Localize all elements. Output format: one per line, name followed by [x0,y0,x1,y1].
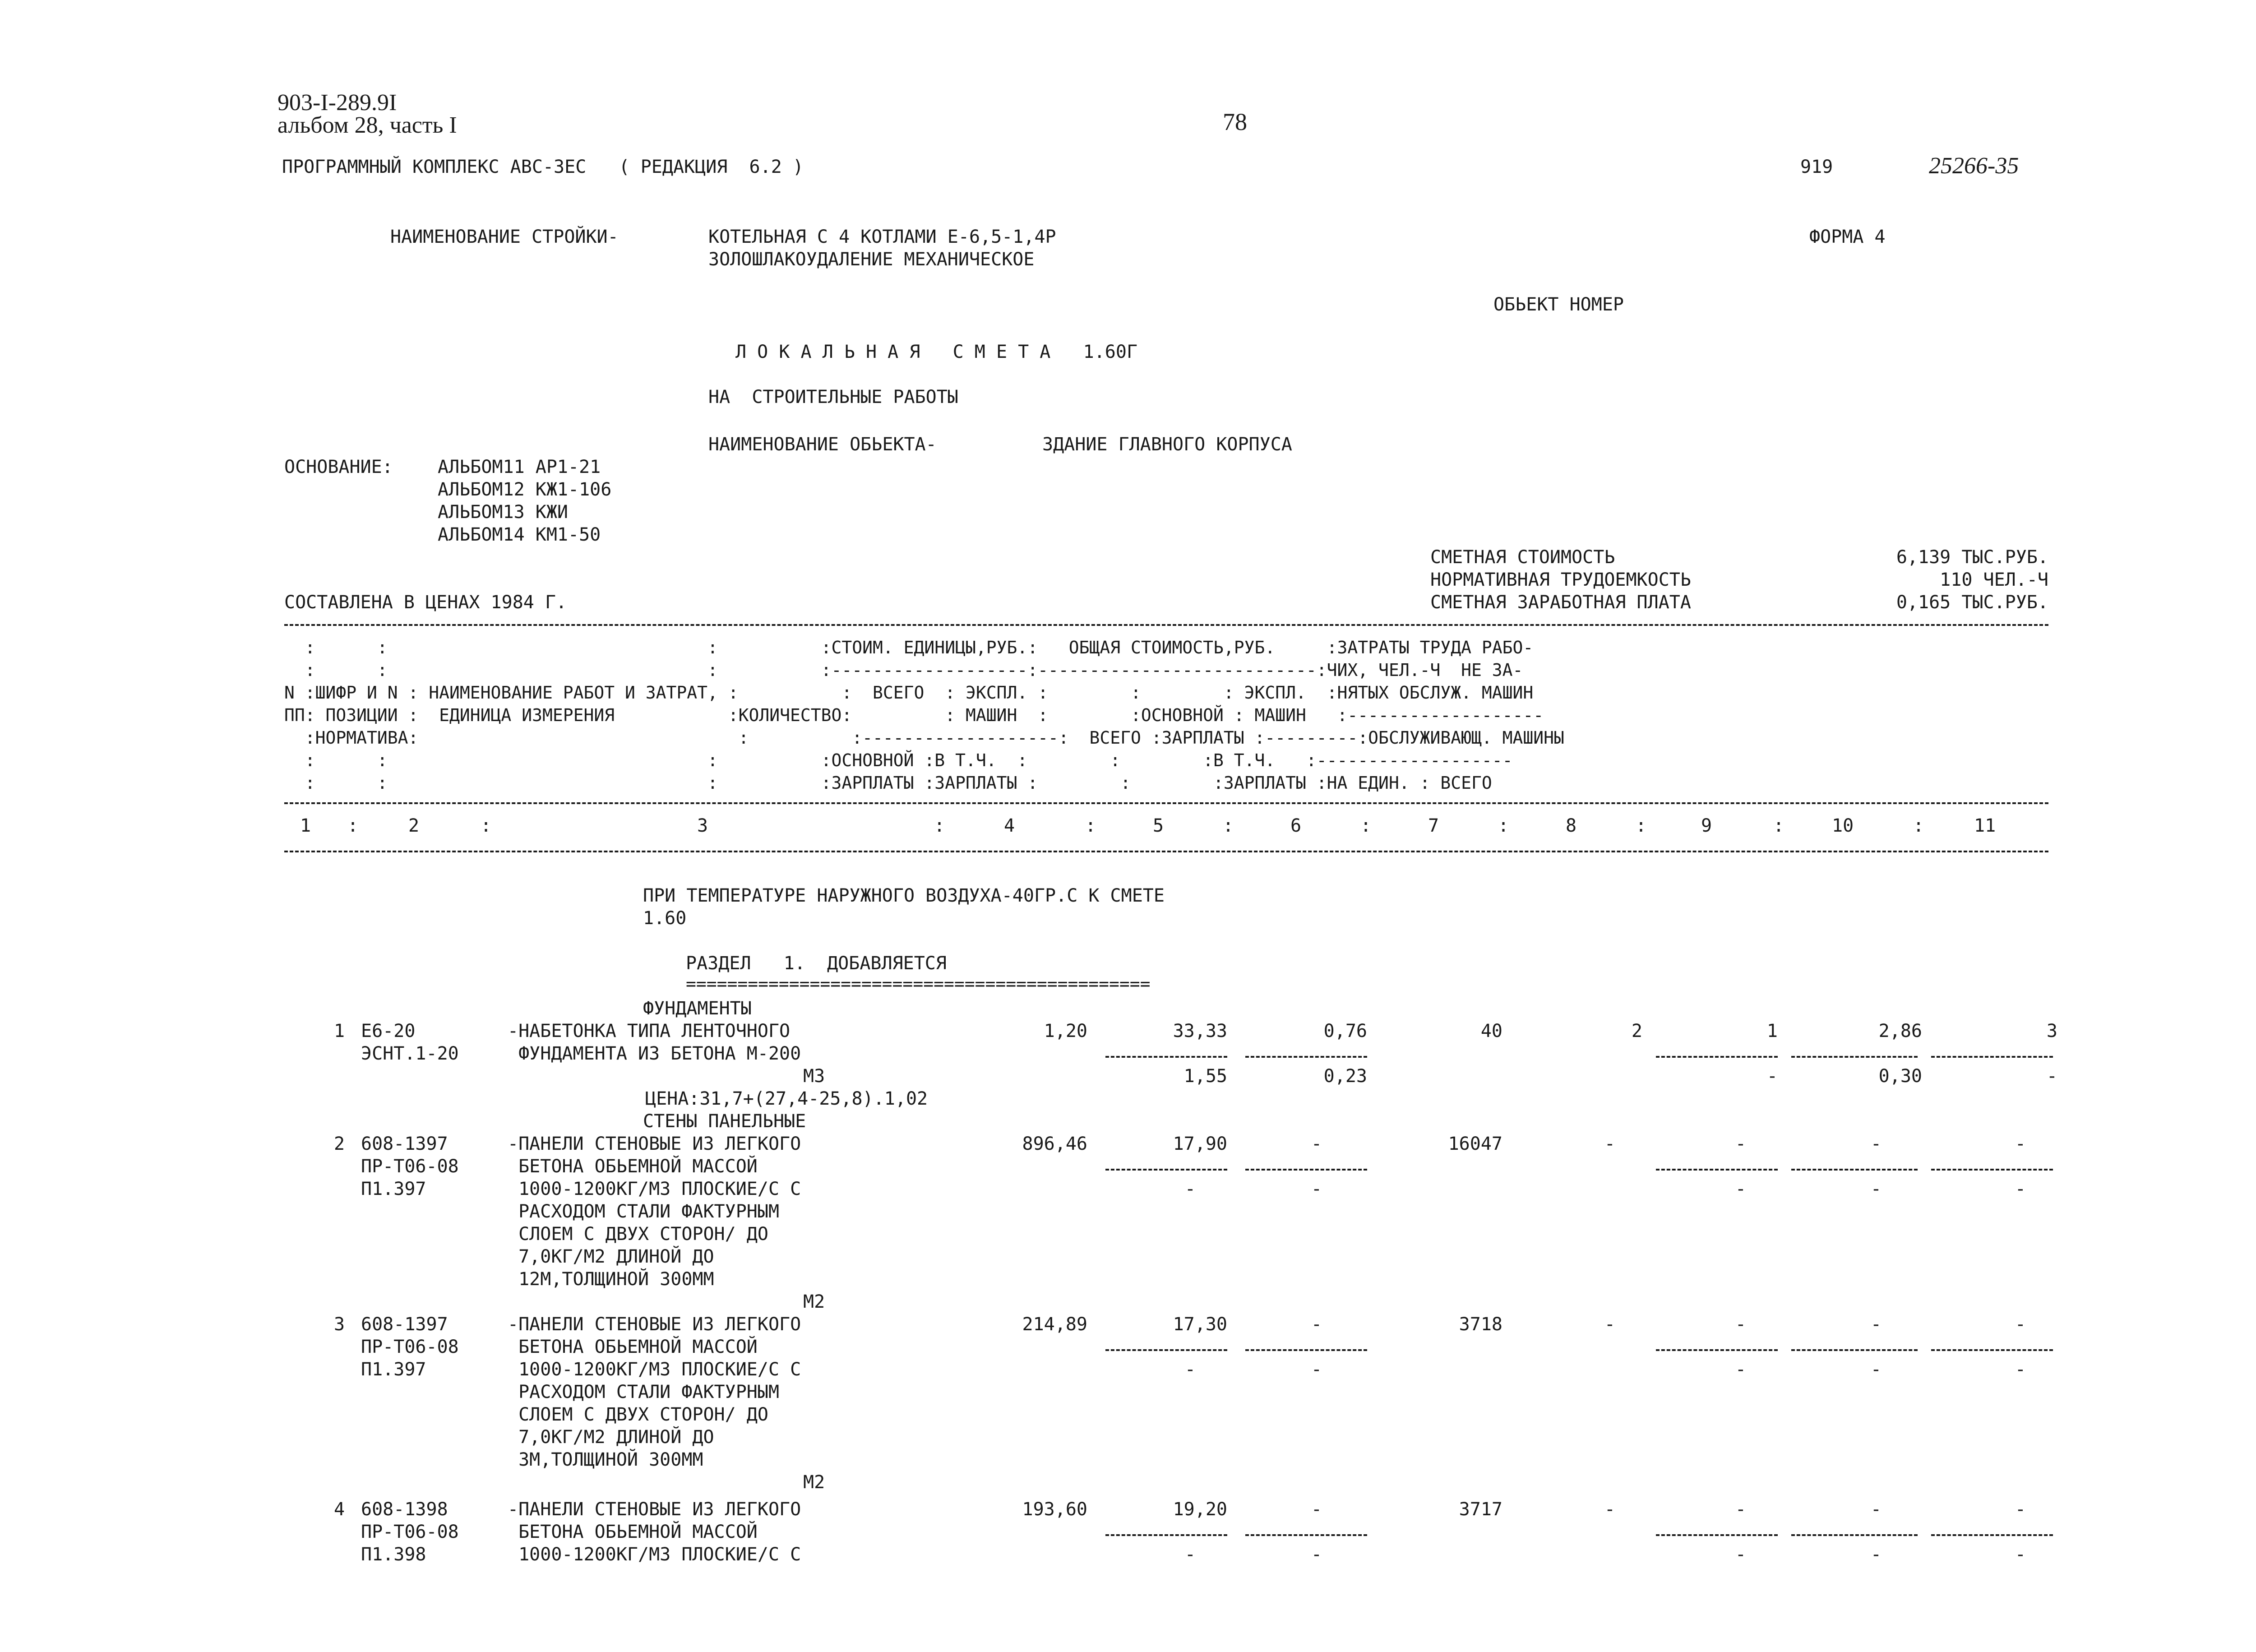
construction-name-label: НАИМЕНОВАНИЕ СТРОЙКИ- [390,227,619,247]
item-quantity: 214,89 [1022,1314,1087,1335]
machine-labor-total: - [2046,1066,2057,1087]
item-code: ПР-Т06-08 [361,1156,459,1177]
cell-divider [1245,1534,1367,1536]
column-number: 8 [1566,815,1577,836]
table-rule-top [284,624,2048,626]
unit-cost-machine: - [1311,1134,1322,1154]
unit-machine-salary: - [1311,1544,1322,1565]
cell-divider [1931,1349,2053,1351]
cell-divider [1105,1056,1227,1058]
total-machine-salary: - [1766,1066,1778,1087]
project-code: 903-I-289.9I [277,90,397,116]
item-number: 1 [334,1021,345,1041]
column-number: 1 [300,815,311,836]
column-separator: : [481,815,492,836]
item-number: 2 [334,1134,345,1154]
item-unit: М2 [803,1291,825,1312]
item-description: -ПАНЕЛИ СТЕНОВЫЕ ИЗ ЛЕГКОГО [508,1314,801,1335]
summary-label: СМЕТНАЯ ЗАРАБОТНАЯ ПЛАТА [1430,592,1691,613]
unit-machine-salary: - [1311,1359,1322,1380]
labor-total: - [2015,1499,2026,1520]
item-code: П1.397 [361,1179,426,1199]
temperature-note: ПРИ ТЕМПЕРАТУРЕ НАРУЖНОГО ВОЗДУХА-40ГР.С К СМЕТЕ [643,885,1165,906]
item-number: 3 [334,1314,345,1335]
cell-divider [1245,1169,1367,1171]
total-machine-salary: - [1735,1359,1746,1380]
labor-total: - [2015,1314,2026,1335]
table-rule-mid [284,802,2048,804]
table-header-line: : : : :-------------------:---------------------------:ЧИХ, ЧЕЛ.-Ч НЕ ЗА- [284,660,1523,680]
sheet-number: 919 [1800,157,1833,177]
column-separator: : [347,815,359,836]
item-code: П1.398 [361,1544,426,1565]
item-code: 608-1397 [361,1134,448,1154]
item-description: 1000-1200КГ/М3 ПЛОСКИЕ/С С [508,1544,801,1565]
item-quantity: 1,20 [1044,1021,1087,1041]
column-separator: : [1498,815,1509,836]
column-separator: : [1085,815,1096,836]
item-description: БЕТОНА ОБЬЕМНОЙ МАССОЙ [508,1337,758,1357]
total-machine-salary: - [1735,1179,1746,1199]
temperature-note: 1.60 [643,908,687,929]
column-number: 5 [1153,815,1164,836]
unit-machine-salary: - [1311,1179,1322,1199]
item-description: 7,0КГ/М2 ДЛИНОЙ ДО [508,1427,714,1448]
item-description: 1000-1200КГ/М3 ПЛОСКИЕ/С С [508,1359,801,1380]
total-cost: 3718 [1459,1314,1502,1335]
cell-divider [1656,1056,1778,1058]
item-code: ПР-Т06-08 [361,1337,459,1357]
total-cost: 16047 [1448,1134,1502,1154]
cell-divider [1791,1169,1918,1171]
unit-cost-machine: 0,76 [1323,1021,1367,1041]
table-header-line: : : : :ЗАРПЛАТЫ :ЗАРПЛАТЫ : : :ЗАРПЛАТЫ :НА ЕДИН. : ВСЕГО [284,773,1492,793]
labor-total: - [2015,1134,2026,1154]
column-number: 2 [408,815,420,836]
column-number: 9 [1701,815,1712,836]
item-description: 7,0КГ/М2 ДЛИНОЙ ДО [508,1246,714,1267]
table-header-line: : : : :СТОИМ. ЕДИНИЦЫ,РУБ.: ОБЩАЯ СТОИМОСТЬ,РУБ. :ЗАТРАТЫ ТРУДА РАБО- [284,638,1534,657]
unit-cost-total: 17,30 [1173,1314,1227,1335]
summary-value: 6,139 ТЫС.РУБ. [1896,547,2048,568]
total-machine: - [1735,1314,1746,1335]
item-code: 608-1397 [361,1314,448,1335]
machine-labor-per-unit: - [1870,1359,1882,1380]
column-separator: : [934,815,945,836]
basis-item: АЛЬБОМ12 КЖ1-106 [438,479,612,500]
cell-divider [1656,1534,1778,1536]
group-title: СТЕНЫ ПАНЕЛЬНЫЕ [643,1111,806,1132]
cell-divider [1245,1349,1367,1351]
item-description: РАСХОДОМ СТАЛИ ФАКТУРНЫМ [508,1382,780,1402]
unit-base-salary: - [1184,1179,1196,1199]
column-number: 7 [1428,815,1439,836]
machine-labor-total: - [2015,1179,2026,1199]
labor-per-unit: - [1870,1499,1882,1520]
total-machine: - [1735,1134,1746,1154]
basis-item: АЛЬБОМ11 АР1-21 [438,457,601,477]
total-cost: 40 [1480,1021,1502,1041]
summary-label: НОРМАТИВНАЯ ТРУДОЕМКОСТЬ [1430,569,1691,590]
section-rule: ============================================= [686,974,1151,994]
column-number: 6 [1290,815,1302,836]
construction-name-line2: ЗОЛОШЛАКОУДАЛЕНИЕ МЕХАНИЧЕСКОЕ [708,249,1035,270]
labor-per-unit: 2,86 [1878,1021,1922,1041]
column-separator: : [1773,815,1784,836]
item-code: П1.397 [361,1359,426,1380]
cell-divider [1931,1056,2053,1058]
basis-item: АЛЬБОМ13 КЖИ [438,502,568,523]
cell-divider [1791,1056,1918,1058]
column-separator: : [1223,815,1234,836]
machine-labor-per-unit: - [1870,1179,1882,1199]
item-code: 608-1398 [361,1499,448,1520]
total-machine: 1 [1766,1021,1778,1041]
unit-base-salary: - [1184,1544,1196,1565]
total-salary: - [1604,1499,1615,1520]
item-unit: М2 [803,1472,825,1493]
item-number: 4 [334,1499,345,1520]
labor-per-unit: - [1870,1314,1882,1335]
unit-cost-machine: - [1311,1499,1322,1520]
column-separator: : [1913,815,1924,836]
unit-machine-salary: 0,23 [1323,1066,1367,1087]
unit-cost-total: 17,90 [1173,1134,1227,1154]
object-number-label: ОБЬЕКТ НОМЕР [1493,294,1624,315]
column-separator: : [1360,815,1372,836]
item-description: БЕТОНА ОБЬЕМНОЙ МАССОЙ [508,1156,758,1177]
column-number: 3 [697,815,708,836]
item-description: 3М,ТОЛЩИНОЙ 300ММ [508,1449,703,1470]
album-label: альбом 28, часть I [277,112,457,138]
unit-cost-total: 33,33 [1173,1021,1227,1041]
item-code: ПР-Т06-08 [361,1522,459,1542]
group-title: ФУНДАМЕНТЫ [643,998,752,1019]
total-machine: - [1735,1499,1746,1520]
total-salary: 2 [1631,1021,1642,1041]
cell-divider [1245,1056,1367,1058]
summary-value: 110 ЧЕЛ.-Ч [1940,569,2048,590]
column-number: 4 [1004,815,1015,836]
item-code: ЭСНТ.1-20 [361,1043,459,1064]
item-quantity: 193,60 [1022,1499,1087,1520]
item-unit: М3 [803,1066,825,1087]
cell-divider [1791,1534,1918,1536]
column-number: 11 [1974,815,1996,836]
machine-labor-per-unit: 0,30 [1878,1066,1922,1087]
section-title: РАЗДЕЛ 1. ДОБАВЛЯЕТСЯ [686,953,947,974]
table-header-line: ПП: ПОЗИЦИИ : ЕДИНИЦА ИЗМЕРЕНИЯ :КОЛИЧЕСТВО: : МАШИН : :ОСНОВНОЙ : МАШИН :------------------- [284,705,1544,725]
item-note: ЦЕНА:31,7+(27,4-25,8).1,02 [645,1088,928,1109]
item-description: -ПАНЕЛИ СТЕНОВЫЕ ИЗ ЛЕГКОГО [508,1499,801,1520]
item-description: -НАБЕТОНКА ТИПА ЛЕНТОЧНОГО [508,1021,791,1041]
construction-name-line1: КОТЕЛЬНАЯ С 4 КОТЛАМИ Е-6,5-1,4Р [708,227,1056,247]
item-quantity: 896,46 [1022,1134,1087,1154]
item-description: СЛОЕМ С ДВУХ СТОРОН/ ДО [508,1404,768,1425]
summary-label: СМЕТНАЯ СТОИМОСТЬ [1430,547,1615,568]
item-code: Е6-20 [361,1021,416,1041]
estimate-title: Л О К А Л Ь Н А Я С М Е Т А 1.60Г [735,342,1138,362]
item-description: РАСХОДОМ СТАЛИ ФАКТУРНЫМ [508,1201,780,1222]
form-label: ФОРМА 4 [1809,227,1886,247]
basis-label: ОСНОВАНИЕ: [284,457,393,477]
item-description: СЛОЕМ С ДВУХ СТОРОН/ ДО [508,1224,768,1245]
unit-base-salary: 1,55 [1183,1066,1227,1087]
total-cost: 3717 [1459,1499,1502,1520]
machine-labor-total: - [2015,1544,2026,1565]
cell-divider [1931,1534,2053,1536]
labor-per-unit: - [1870,1134,1882,1154]
total-salary: - [1604,1314,1615,1335]
basis-item: АЛЬБОМ14 КМ1-50 [438,524,601,545]
cell-divider [1105,1349,1227,1351]
labor-total: 3 [2046,1021,2057,1041]
summary-value: 0,165 ТЫС.РУБ. [1896,592,2048,613]
unit-base-salary: - [1184,1359,1196,1380]
machine-labor-per-unit: - [1870,1544,1882,1565]
item-description: 12М,ТОЛЩИНОЙ 300ММ [508,1269,714,1290]
item-description: БЕТОНА ОБЬЕМНОЙ МАССОЙ [508,1522,758,1542]
object-name: ЗДАНИЕ ГЛАВНОГО КОРПУСА [1042,434,1292,455]
program-label: ПРОГРАММНЫЙ КОМПЛЕКС АВС-3ЕС ( РЕДАКЦИЯ 6.2 ) [282,157,804,177]
item-description: ФУНДАМЕНТА ИЗ БЕТОНА М-200 [508,1043,801,1064]
document-number: 25266-35 [1929,153,2019,179]
cell-divider [1791,1349,1918,1351]
table-header-line: : : : :ОСНОВНОЙ :В Т.Ч. : : :В Т.Ч. :------------------- [284,750,1513,770]
table-header-line: N :ШИФР И N : НАИМЕНОВАНИЕ РАБОТ И ЗАТРАТ, : : ВСЕГО : ЭКСПЛ. : : : ЭКСПЛ. :НЯТЫХ ОБСЛУЖ. МАШИН [284,683,1534,703]
cell-divider [1656,1349,1778,1351]
cell-divider [1105,1534,1227,1536]
cell-divider [1656,1169,1778,1171]
unit-cost-total: 19,20 [1173,1499,1227,1520]
cell-divider [1105,1169,1227,1171]
total-salary: - [1604,1134,1615,1154]
cell-divider [1931,1169,2053,1171]
works-type: НА СТРОИТЕЛЬНЫЕ РАБОТЫ [708,387,958,407]
column-separator: : [1636,815,1647,836]
page-number: 78 [1223,108,1247,135]
object-name-label: НАИМЕНОВАНИЕ ОБЬЕКТА- [708,434,937,455]
column-number: 10 [1832,815,1854,836]
table-header-line: :НОРМАТИВА: : :-------------------: ВСЕГО :ЗАРПЛАТЫ :---------:ОБСЛУЖИВАЮЩ. МАШИНЫ [284,728,1564,748]
unit-cost-machine: - [1311,1314,1322,1335]
machine-labor-total: - [2015,1359,2026,1380]
prices-year: СОСТАВЛЕНА В ЦЕНАХ 1984 Г. [284,592,567,613]
total-machine-salary: - [1735,1544,1746,1565]
table-rule-bottom [284,851,2048,852]
item-description: -ПАНЕЛИ СТЕНОВЫЕ ИЗ ЛЕГКОГО [508,1134,801,1154]
item-description: 1000-1200КГ/М3 ПЛОСКИЕ/С С [508,1179,801,1199]
